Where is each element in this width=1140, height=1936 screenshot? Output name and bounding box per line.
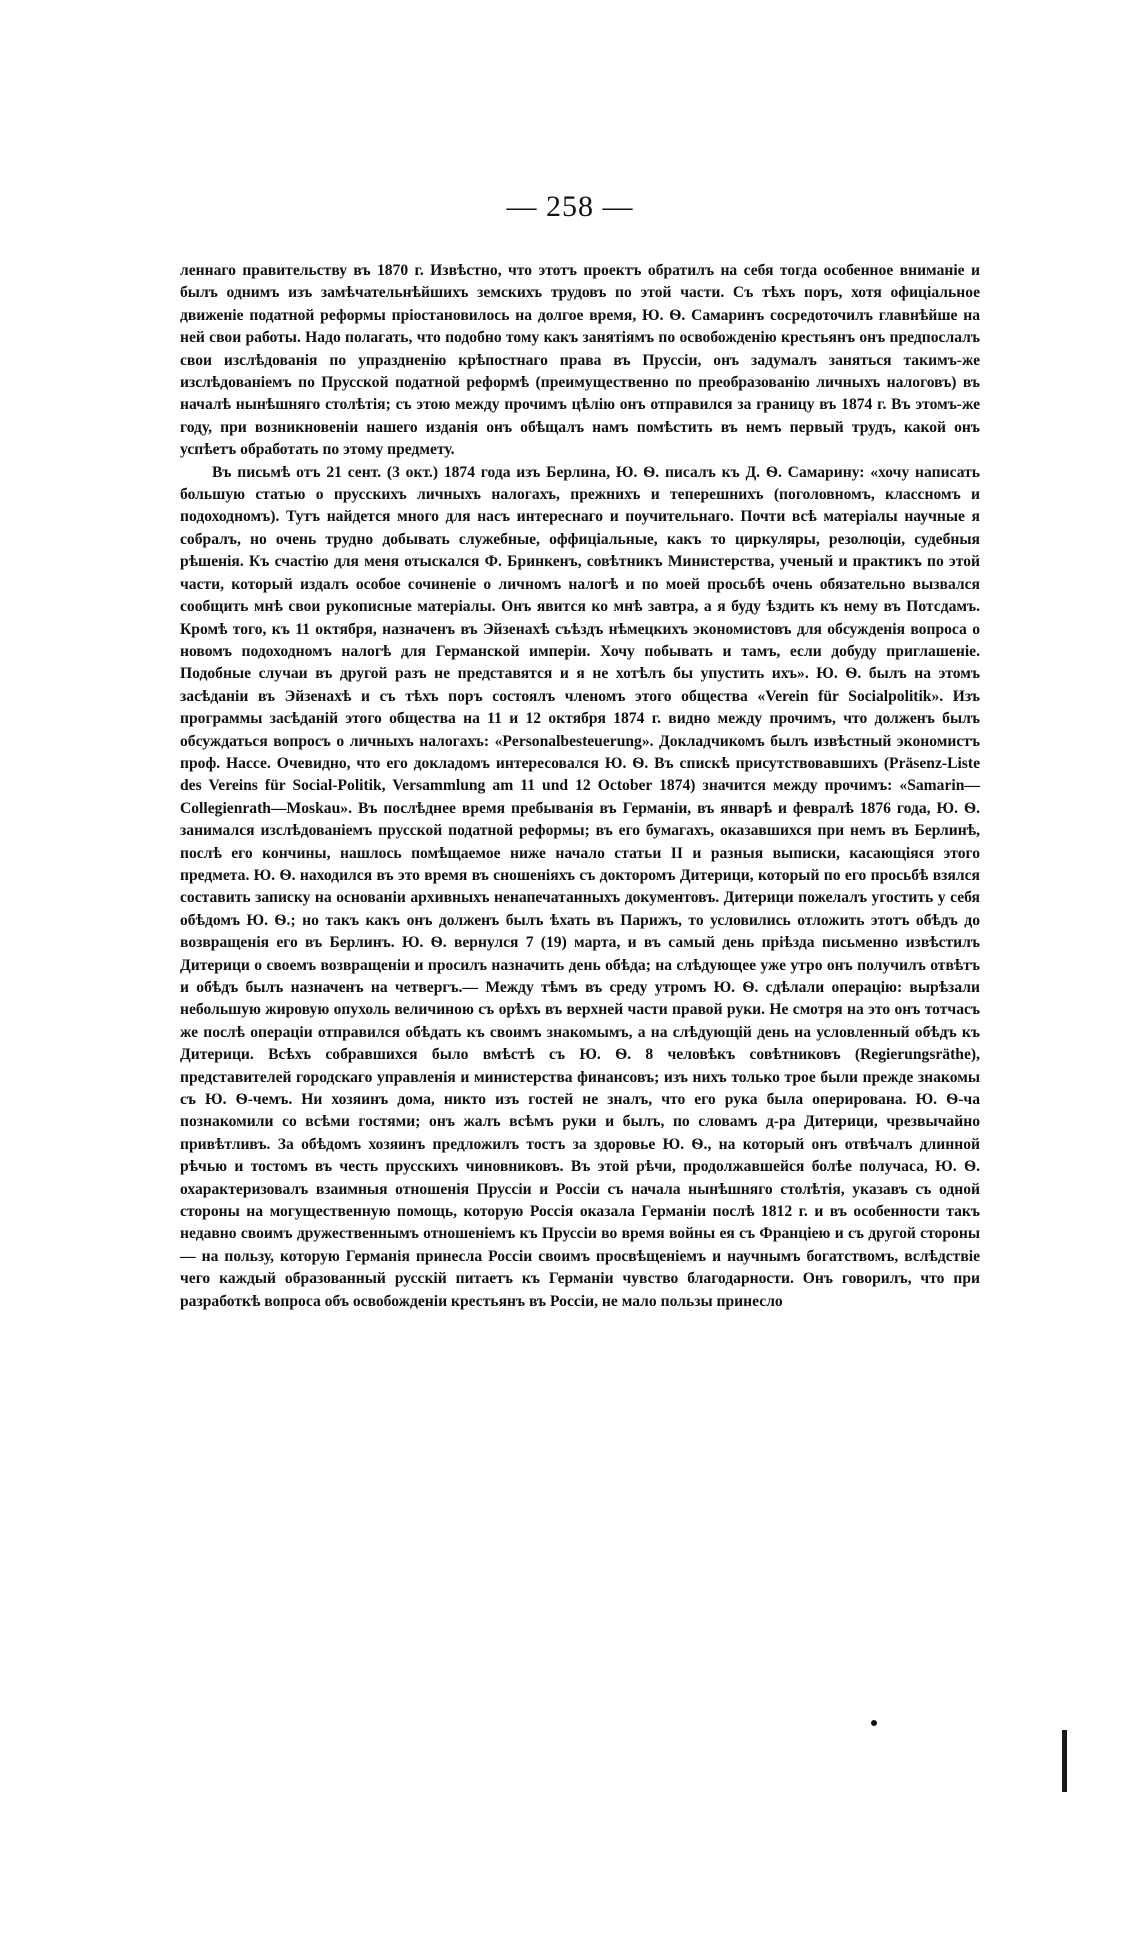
page-number: — 258 — bbox=[506, 190, 634, 223]
body-text bbox=[180, 260, 980, 1313]
paragraph-2: Въ письмѣ отъ 21 сент. (3 окт.) 1874 года изъ Берлина, Ю. Ѳ. писалъ къ Д. Ѳ. Самарину: «хочу написать большую статью о прусскихъ личныхъ налогахъ, прежнихъ и теперешнихъ (поголовномъ, классномъ и подоходномъ). Тутъ найдется много для насъ интереснаго и поучительнаго. Почти всѣ матеріалы научные я собралъ, но очень трудно добывать служебные, оффиціальные, какъ то циркуляры, резолюціи, судебныя рѣшенія. Къ счастію для меня отыскался Ф. Бринкенъ, совѣтникъ Министерства, ученый и практикъ по этой части, который издалъ особое сочиненіе о личномъ налогѣ и по моей просьбѣ очень обязательно вызвался сообщить мнѣ свои рукописные матеріалы. Онъ явится ко мнѣ завтра, а я буду ѣздить къ нему въ Потсдамъ. Кромѣ того, къ 11 октября, назначенъ въ Эйзенахѣ съѣздъ нѣмецкихъ экономистовъ для обсужденія вопроса о новомъ подоходномъ налогѣ для Германской имперіи. Хочу побывать и тамъ, если добуду приглашеніе. Подобные случаи въ другой разъ не представятся и я не хотѣлъ бы упустить ихъ». Ю. Ѳ. былъ на этомъ засѣданіи въ Эйзенахѣ и съ тѣхъ поръ состоялъ членомъ этого общества «Verein für Socialpolitik». Изъ программы засѣданій этого общества на 11 и 12 октября 1874 г. видно между прочимъ, что долженъ былъ обсуждаться вопросъ о личныхъ налогахъ: «Personalbesteuerung». Докладчикомъ былъ извѣстный экономистъ проф. Нассе. Очевидно, что его докладомъ интересовался Ю. Ѳ. Въ спискѣ присутствовавшихъ (Präsenz-Liste des Vereins für Social-Politik, Versammlung am 11 und 12 October 1874) значится между прочимъ: «Samarin—Collegienrath—Moskau». Въ послѣднее время пребыванія въ Германіи, въ январѣ и февралѣ 1876 года, Ю. Ѳ. занимался изслѣдованіемъ прусской податной реформы; въ его бумагахъ, оказавшихся при немъ въ Берлинѣ, послѣ его кончины, нашлось помѣщаемое ниже начало статьи II и разныя выписки, касающіяся этого предмета. Ю. Ѳ. находился въ это время въ сношеніяхъ съ докторомъ Дитерици, который по его просьбѣ взялся составить записку на основаніи архивныхъ ненапечатанныхъ документовъ. Дитерици пожелалъ угостить у себя обѣдомъ Ю. Ѳ.; но такъ какъ онъ долженъ былъ ѣхать въ Парижъ, то условились отложить этотъ обѣдъ до возвращенія его въ Берлинъ. Ю. Ѳ. вернулся 7 (19) марта, и въ самый день пріѣзда письменно извѣстилъ Дитерици о своемъ возвращеніи и просилъ назначить день обѣда; на слѣдующее уже утро онъ получилъ отвѣтъ и обѣдъ былъ назначенъ на четвергъ.— Между тѣмъ въ среду утромъ Ю. Ѳ. сдѣлали операцію: вырѣзали небольшую жировую опухоль величиною съ орѣхъ въ верхней части правой руки. Не смотря на это онъ тотчасъ же послѣ операціи отправился обѣдать къ своимъ знакомымъ, а на слѣдующій день на условленный обѣдъ къ Дитерици. Всѣхъ собравшихся было вмѣстѣ съ Ю. Ѳ. 8 человѣкъ совѣтниковъ (Regierungsräthe), представителей городскаго управленія и министерства финансовъ; изъ нихъ только трое были прежде знакомы съ Ю. Ѳ-чемъ. Ни хозяинъ дома, никто изъ гостей не зналъ, что его рука была оперирована. Ю. Ѳ-ча познакомили со всѣми гостями; онъ жалъ всѣмъ руки и былъ, по словамъ д-ра Дитерици, чрезвычайно привѣтливъ. За обѣдомъ хозяинъ предложилъ тостъ за здоровье Ю. Ѳ., на который онъ отвѣчалъ длинной рѣчью и тостомъ въ честь прусскихъ чиновниковъ. Въ этой рѣчи, продолжавшейся болѣе получаса, Ю. Ѳ. охарактеризовалъ взаимныя отношенія Пруссіи и Россіи съ начала нынѣшняго столѣтія, указавъ съ одной стороны на могущественную помощь, которую Россія оказала Германіи послѣ 1812 г. и въ особенности такъ недавно своимъ дружественнымъ отношеніемъ къ Пруссіи во время войны ея съ Франціею и съ другой стороны — на пользу, которую Германія принесла Россіи своимъ просвѣщеніемъ и научнымъ богатствомъ, вслѣдствіе чего каждый образованный русскій питаетъ къ Германіи чувство благодарности. Онъ говорилъ, что при разработкѣ вопроса объ освобожденіи крестьянъ въ Россіи, не мало пользы принесло bbox=[180, 463, 980, 1310]
margin-dot-mark bbox=[871, 1720, 877, 1726]
margin-bar-mark bbox=[1062, 1730, 1067, 1792]
paragraph-1: леннаго правительству въ 1870 г. Извѣстно, что этотъ проектъ обратилъ на себя тогда особенное вниманіе и былъ однимъ изъ замѣчательнѣйшихъ земскихъ трудовъ по этой части. Съ тѣхъ поръ, хотя офиціальное движеніе податной реформы пріостановилось на долгое время, Ю. Ѳ. Самаринъ сосредоточилъ главнѣйше на ней свои работы. Надо полагать, что подобно тому какъ занятіямъ по освобожденію крестьянъ онъ предпослалъ свои изслѣдованія по упраздненію крѣпостнаго права въ Пруссіи, онъ задумалъ заняться такимъ-же изслѣдованіемъ по Прусской податной реформѣ (преимущественно по преобразованію личныхъ налоговъ) въ началѣ нынѣшняго столѣтія; съ этою между прочимъ цѣлію онъ отправился за границу въ 1874 г. Въ этомъ-же году, при возникновеніи нашего изданія онъ обѣщалъ намъ помѣстить въ немъ первый трудъ, какой онъ успѣетъ обработать по этому предмету. bbox=[180, 262, 980, 459]
